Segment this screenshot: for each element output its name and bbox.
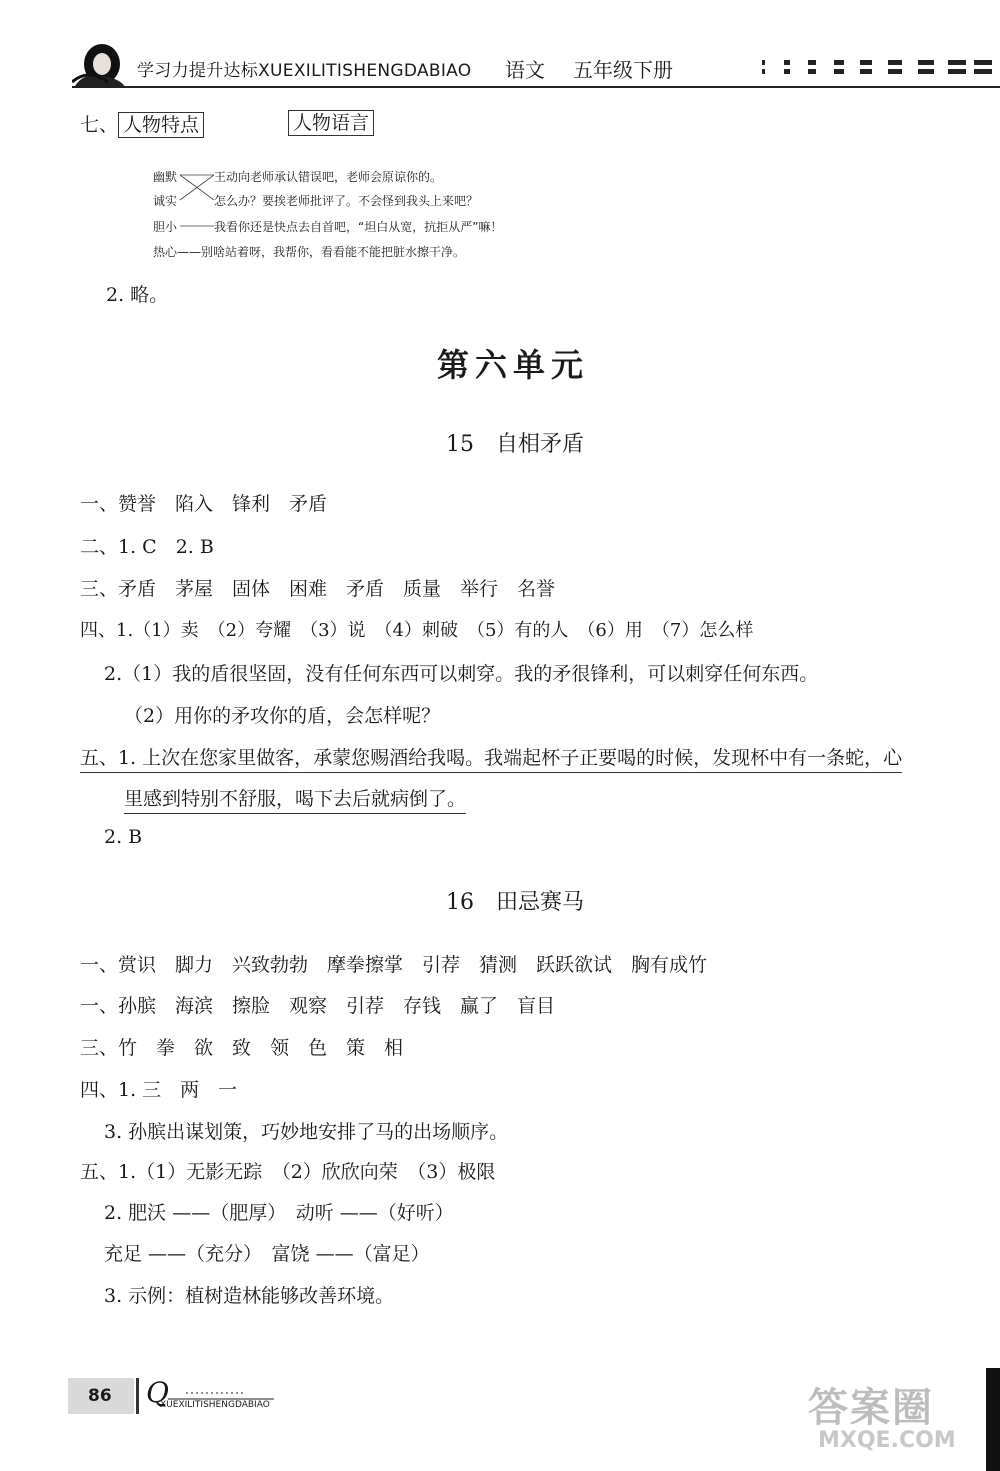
watermark-text: 答案圈 <box>808 1385 934 1431</box>
lesson16-line: 2. 肥沃 ——（肥厚） 动听 ——（好听） <box>104 1202 454 1224</box>
lesson15-title: 15 自相矛盾 <box>446 432 584 457</box>
trait-item: 幽默 <box>153 170 178 184</box>
speech-item: 别啥站着呀，我帮你，看看能不能把脏水擦干净。 <box>201 245 466 259</box>
lesson15-line: 五、1. 上次在您家里做客，承蒙您赐酒给我喝。我端起杯子正要喝的时候，发现杯中有一条蛇，心 <box>80 743 902 770</box>
unit-title: 第六单元 <box>436 346 589 384</box>
lesson15-line: 三、矛盾 茅屋 固体 困难 矛盾 质量 举行 名誉 <box>80 578 556 600</box>
trait-column-header: 人物特点 <box>118 112 204 138</box>
header-grade: 五年级下册 <box>573 58 673 82</box>
lesson16-line: 3. 示例：植树造林能够改善环境。 <box>104 1285 395 1307</box>
footer-brand: XUEXILITISHENGDABIAO <box>160 1400 270 1410</box>
lesson16-line: 三、竹 拳 欲 致 领 色 策 相 <box>80 1037 404 1059</box>
trait-item: 热心——别啥站着呀，我帮你，看看能不能把脏水擦干净。 <box>153 245 466 259</box>
page-number: 86 <box>88 1386 112 1406</box>
page-header <box>0 0 1000 100</box>
lesson15-line: （2）用你的矛攻你的盾，会怎样呢？ <box>124 705 441 727</box>
header-decoration <box>762 60 992 76</box>
lesson16-line: 五、1.（1）无影无踪 （2）欣欣向荣 （3）极限 <box>80 1161 496 1183</box>
portrait-icon <box>72 42 126 88</box>
header-title: 学习力提升达标XUEXILITISHENGDABIAO <box>137 61 472 81</box>
trait-item: 诚实 <box>153 194 178 208</box>
trait-item: 胆小 <box>153 220 178 234</box>
lesson16-line: 一、赏识 脚力 兴致勃勃 摩拳擦掌 引荐 猜测 跃跃欲试 胸有成竹 <box>80 954 708 976</box>
section7-label: 七、 <box>80 114 119 136</box>
section7-heading <box>80 110 204 138</box>
lesson15-line: 里感到特别不舒服，喝下去后就病倒了。 <box>124 784 466 811</box>
lesson15-line: 一、赞誉 陷入 锋利 矛盾 <box>80 493 328 515</box>
lesson15-line: 二、1. C 2. B <box>80 536 214 558</box>
lesson16-title: 16 田忌赛马 <box>446 890 584 915</box>
speech-column-header-wrap <box>288 110 374 136</box>
watermark-url: MXQE.COM <box>818 1428 956 1453</box>
lesson16-line: 一、孙膑 海滨 擦脸 观察 引荐 存钱 赢了 盲目 <box>80 995 556 1017</box>
lesson16-line: 3. 孙膑出谋划策，巧妙地安排了马的出场顺序。 <box>104 1121 509 1143</box>
header-rule <box>72 86 1000 88</box>
section7-answer-2: 2. 略。 <box>106 284 169 306</box>
lesson15-line: 2. B <box>104 826 143 848</box>
footer-divider <box>136 1378 139 1414</box>
speech-item: 我看你还是快点去自首吧，“坦白从宽，抗拒从严”嘛！ <box>214 220 503 234</box>
lesson15-line: 2.（1）我的盾很坚固，没有任何东西可以刺穿。我的矛很锋利，可以刺穿任何东西。 <box>104 663 819 685</box>
lesson15-line: 四、1.（1）卖 （2）夸耀 （3）说 （4）刺破 （5）有的人 （6）用 （7）怎么样 <box>80 620 754 641</box>
speech-column-header: 人物语言 <box>288 110 374 136</box>
footer-logo-letter: Q <box>146 1376 169 1409</box>
page-edge-bar <box>986 1368 1000 1471</box>
matching-lines <box>178 160 218 256</box>
lesson16-line: 充足 ——（充分） 富饶 ——（富足） <box>104 1243 430 1265</box>
speech-item: 王动向老师承认错误吧，老师会原谅你的。 <box>214 170 443 184</box>
connector-line: —— <box>177 245 202 259</box>
header-subject: 语文 <box>505 58 545 82</box>
speech-item: 怎么办？要挨老师批评了。不会怪到我头上来吧？ <box>214 194 479 208</box>
lesson16-line: 四、1. 三 两 一 <box>80 1079 238 1101</box>
